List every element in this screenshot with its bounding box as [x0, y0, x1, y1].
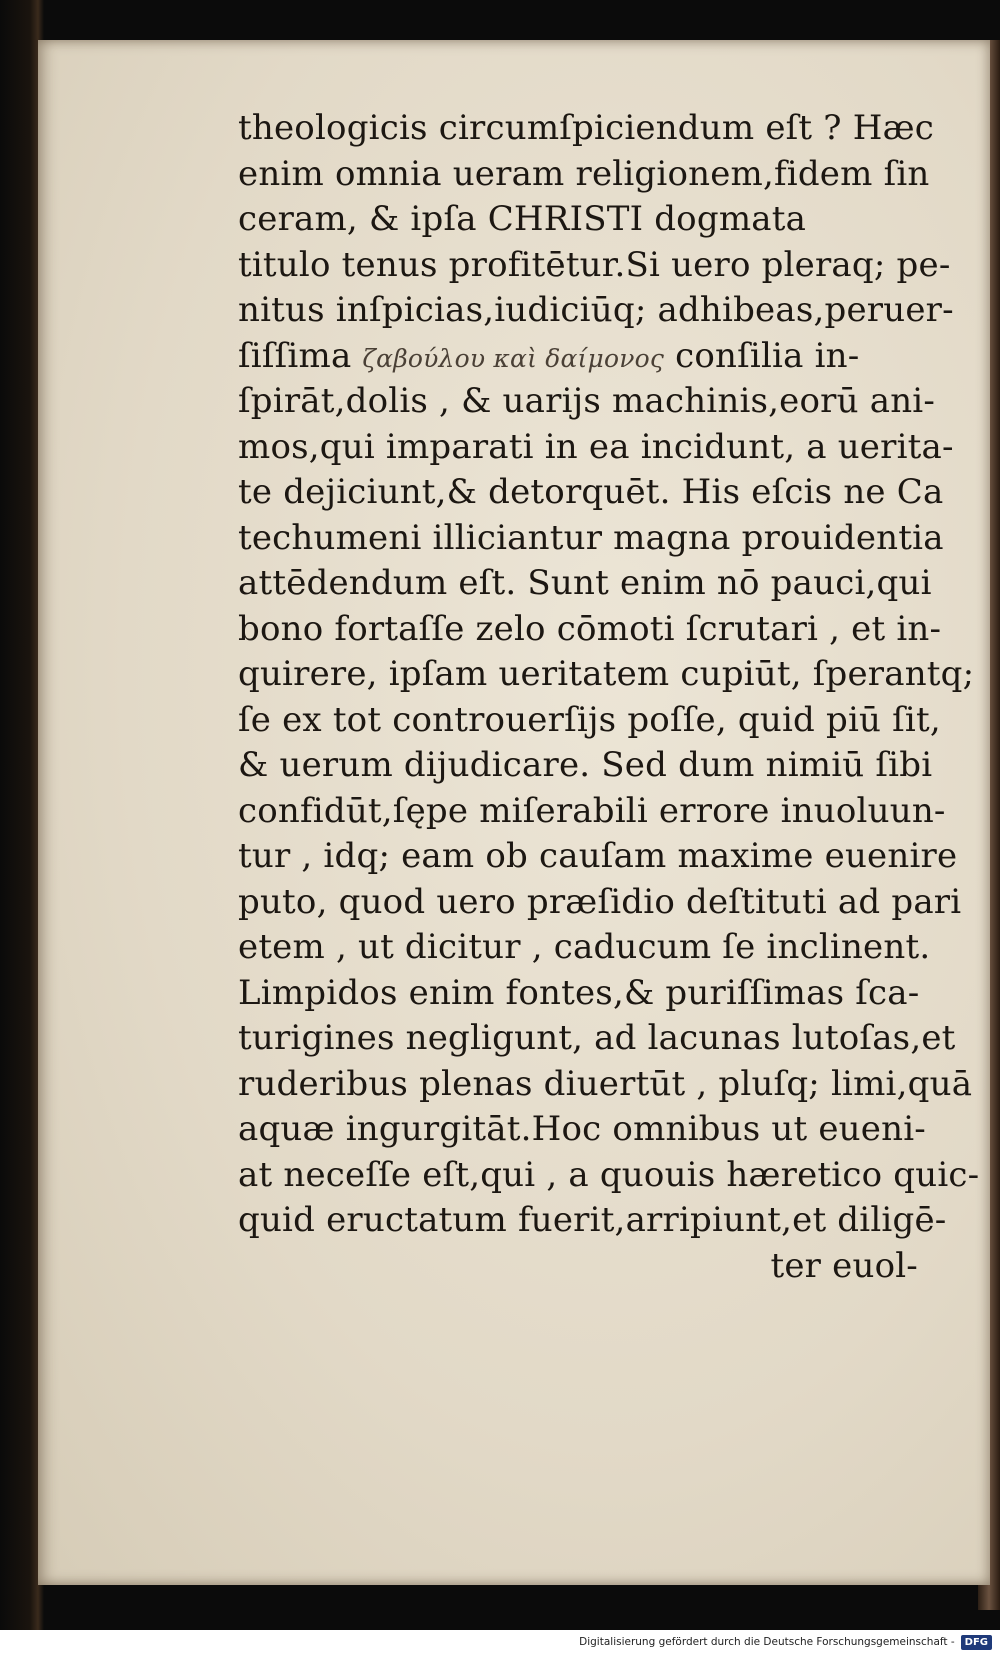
text-line: confidūt,ſępe miſerabili errore inuoluun-: [238, 790, 946, 831]
text-line: enim omnia ueram religionem,fidem ſin: [238, 153, 930, 194]
text-line: quid eructatum fuerit,arripiunt,et diligē-: [238, 1200, 947, 1240]
text-line: tur , idq; eam ob cauſam maxime euenire: [238, 836, 958, 876]
text-line: ceram, & ipſa CHRISTI dogmata: [238, 199, 807, 239]
text-line: bono fortaſſe zelo cōmoti ſcrutari , et in-: [238, 608, 942, 649]
text-line: turigines negligunt, ad lacunas lutoſas,et: [238, 1018, 956, 1058]
text-line: puto, quod uero præſidio deſtituti ad pari: [238, 881, 962, 922]
page-text: [238, 106, 980, 1289]
catchword: ter euol-: [770, 1245, 918, 1286]
text-line: techumeni illiciantur magna prouidentia: [238, 517, 944, 558]
text-line: etem , ut dicitur , caducum ſe inclinent.: [238, 927, 931, 967]
text-line: te dejiciunt,& detorquēt. His eſcis ne Ca: [238, 472, 944, 512]
text-line: nitus inſpicias,iudiciūq; adhibeas,peruer-: [238, 290, 954, 330]
text-line: ſe ex tot controuerſijs poſſe, quid piū ſit,: [238, 699, 941, 740]
funding-credit: Digitalisierung gefördert durch die Deutsche Forschungsgemeinschaft -: [579, 1636, 955, 1648]
book-page: [38, 40, 990, 1585]
text-line: & uerum dijudicare. Sed dum nimiū ſibi: [238, 745, 933, 785]
text-line: theologicis circumſpiciendum eſt ? Hæc: [238, 108, 934, 148]
text-line: ruderibus plenas diuertūt , pluſq; limi,quā: [238, 1063, 973, 1104]
text-line: titulo tenus profitētur.Si uero pleraq; pe-: [238, 244, 951, 285]
greek-phrase: ζαβούλου καὶ δαίμονος: [362, 343, 665, 373]
text-fragment: ſiſſima: [238, 335, 363, 376]
text-fragment: conſilia in-: [664, 335, 860, 376]
dfg-logo: DFG: [961, 1635, 992, 1650]
text-line: mos,qui imparati in ea incidunt, a uerita-: [238, 426, 954, 467]
footer-bar: [0, 1630, 1000, 1654]
text-line: Limpidos enim fontes,& puriſſimas ſca-: [238, 972, 920, 1013]
text-line-greek: [238, 334, 928, 380]
text-line: aquæ ingurgitāt.Hoc omnibus ut eueni-: [238, 1109, 926, 1149]
text-line: at neceſſe eſt,qui , a quouis hæretico quic-: [238, 1154, 980, 1195]
text-line: attēdendum eſt. Sunt enim nō pauci,qui: [238, 563, 932, 603]
text-line: ſpirāt,dolis , & uarijs machinis,eorū ani-: [238, 381, 936, 421]
text-line: quirere, ipſam ueritatem cupiūt, ſperantq;: [238, 654, 975, 694]
